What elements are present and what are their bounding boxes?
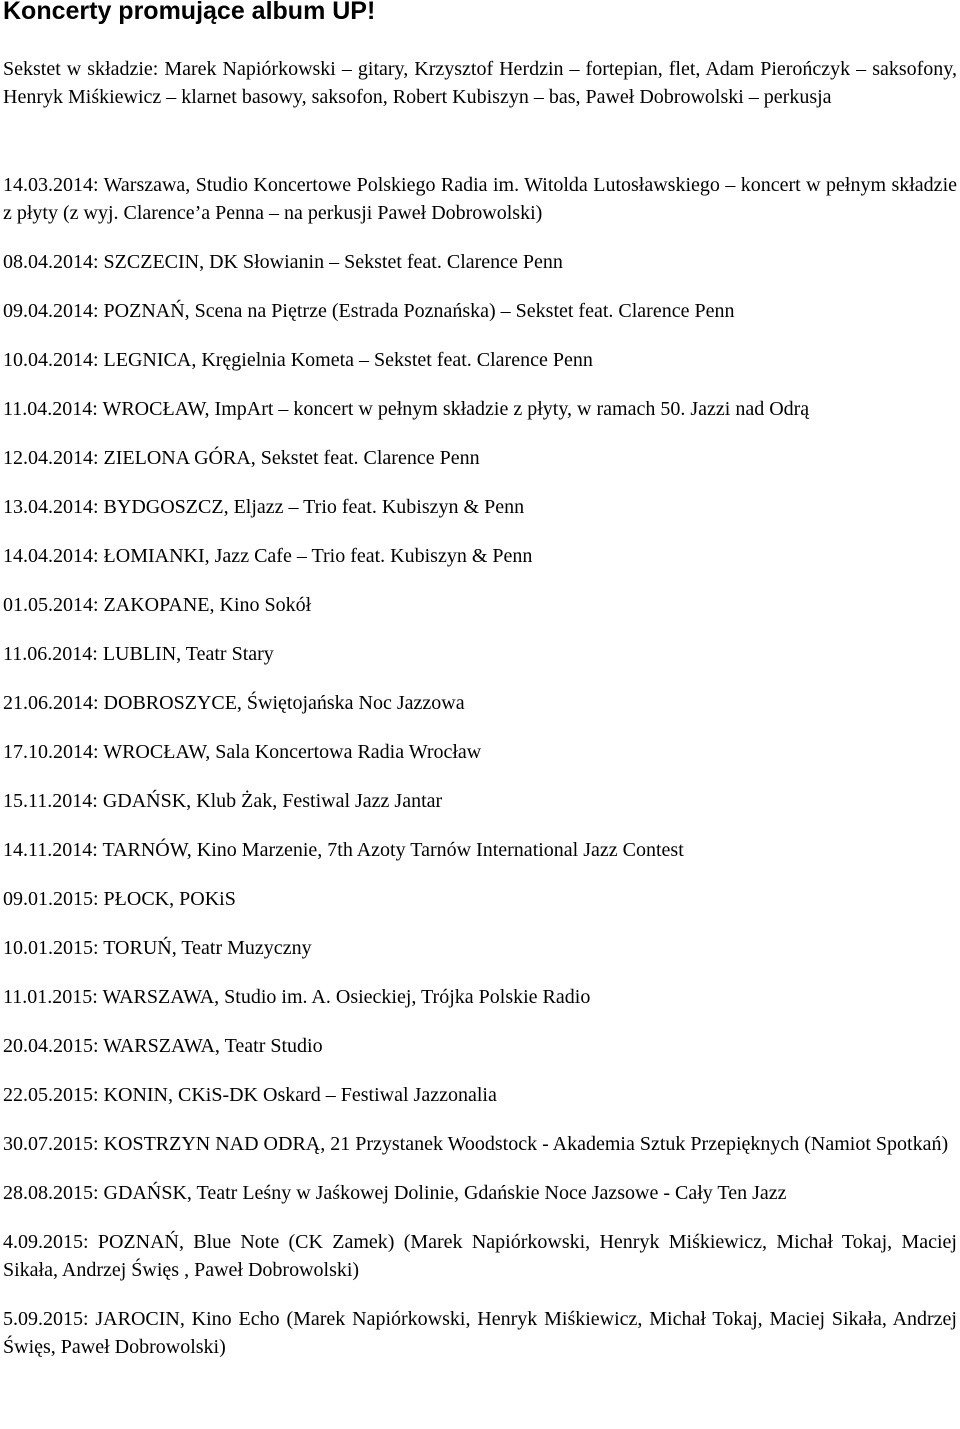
concert-entry: 01.05.2014: ZAKOPANE, Kino Sokół: [3, 594, 312, 616]
concert-entry: 13.04.2014: BYDGOSZCZ, Eljazz – Trio feat. Kubiszyn & Penn: [3, 496, 525, 518]
concert-entry: 21.06.2014: DOBROSZYCE, Świętojańska Noc Jazzowa: [3, 692, 465, 714]
concert-entry: 10.01.2015: TORUŃ, Teatr Muzyczny: [3, 937, 312, 959]
concert-entry: 22.05.2015: KONIN, CKiS-DK Oskard – Festiwal Jazzonalia: [3, 1084, 497, 1106]
concert-entry: 11.01.2015: WARSZAWA, Studio im. A. Osieckiej, Trójka Polskie Radio: [3, 986, 591, 1008]
concert-list: [3, 171, 957, 1361]
document-page: [3, 0, 957, 1382]
document-title: Koncerty promujące album UP!: [3, 0, 376, 25]
concert-entry: 14.11.2014: TARNÓW, Kino Marzenie, 7th Azoty Tarnów International Jazz Contest: [3, 839, 684, 861]
lineup-paragraph: Sekstet w składzie: Marek Napiórkowski – gitary, Krzysztof Herdzin – fortepian, flet, Adam Pierończyk – saksofony, Henryk Miśkiewicz – klarnet basowy, saksofon, Robert Kubiszyn – bas, Paweł Dobrowolski – perkusja: [3, 58, 957, 108]
concert-entry: 20.04.2015: WARSZAWA, Teatr Studio: [3, 1035, 323, 1057]
concert-entry: 30.07.2015: KOSTRZYN NAD ODRĄ, 21 Przystanek Woodstock - Akademia Sztuk Przepięknych (Namiot Spotkań): [3, 1133, 949, 1155]
concert-entry: 15.11.2014: GDAŃSK, Klub Żak, Festiwal Jazz Jantar: [3, 790, 443, 812]
concert-entry: 09.04.2014: POZNAŃ, Scena na Piętrze (Estrada Poznańska) – Sekstet feat. Clarence Penn: [3, 300, 735, 322]
concert-entry: 5.09.2015: JAROCIN, Kino Echo (Marek Napiórkowski, Henryk Miśkiewicz, Michał Tokaj, Maciej Sikała, Andrzej Święs, Paweł Dobrowolski): [3, 1308, 957, 1358]
concert-entry: 12.04.2014: ZIELONA GÓRA, Sekstet feat. Clarence Penn: [3, 447, 480, 469]
concert-entry: 10.04.2014: LEGNICA, Kręgielnia Kometa – Sekstet feat. Clarence Penn: [3, 349, 593, 371]
concert-entry: 14.03.2014: Warszawa, Studio Koncertowe Polskiego Radia im. Witolda Lutosławskiego – koncert w pełnym składzie z płyty (z wyj. Clarence’a Penna – na perkusji Paweł Dobrowolski): [3, 174, 957, 224]
concert-entry: 11.04.2014: WROCŁAW, ImpArt – koncert w pełnym składzie z płyty, w ramach 50. Jazzi nad Odrą: [3, 398, 810, 420]
concert-entry: 08.04.2014: SZCZECIN, DK Słowianin – Sekstet feat. Clarence Penn: [3, 251, 563, 273]
concert-entry: 17.10.2014: WROCŁAW, Sala Koncertowa Radia Wrocław: [3, 741, 482, 763]
concert-entry: 28.08.2015: GDAŃSK, Teatr Leśny w Jaśkowej Dolinie, Gdańskie Noce Jazsowe - Cały Ten Jazz: [3, 1182, 787, 1204]
concert-entry: 09.01.2015: PŁOCK, POKiS: [3, 888, 236, 910]
concert-entry: 4.09.2015: POZNAŃ, Blue Note (CK Zamek) (Marek Napiórkowski, Henryk Miśkiewicz, Michał Tokaj, Maciej Sikała, Andrzej Święs , Paweł Dobrowolski): [3, 1231, 957, 1281]
concert-entry: 11.06.2014: LUBLIN, Teatr Stary: [3, 643, 274, 665]
concert-entry: 14.04.2014: ŁOMIANKI, Jazz Cafe – Trio feat. Kubiszyn & Penn: [3, 545, 533, 567]
